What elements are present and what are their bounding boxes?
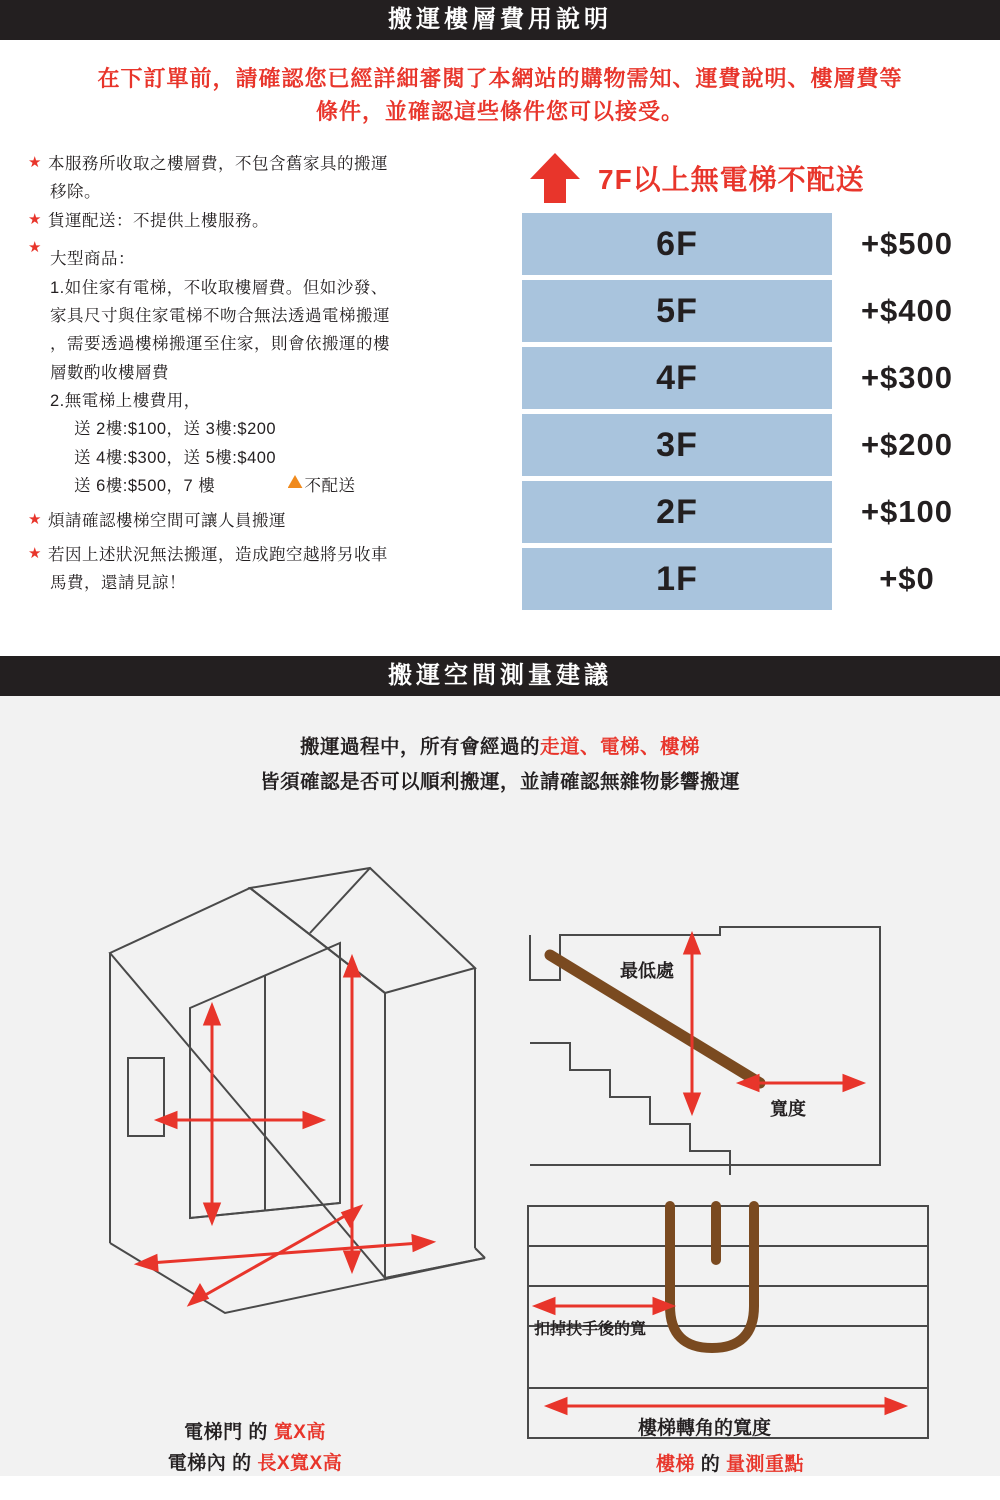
stairs-caption-a: 樓梯 (655, 1454, 695, 1476)
no-delivery-note: 7F以上無電梯不配送 (598, 164, 865, 195)
list-item-label: 1.如住家有電梯，不收取樓層費。但如沙發、 (50, 278, 388, 297)
measurement-subtitle (0, 696, 1000, 800)
table-row (522, 547, 982, 611)
intro-line-2: 條件，並確認這些條件您可以接受。 (315, 99, 684, 124)
list-item-label: 若因上述狀況無法搬運，造成跑空越將另收車 (47, 545, 388, 564)
list-item-label: 送 6樓:$500，7 樓 (74, 477, 216, 496)
table-row (522, 413, 982, 477)
measurement-section (0, 696, 1000, 1476)
list-item-label: ，需要透過樓梯搬運至住家，則會依搬運的樓 (50, 335, 390, 354)
floor-label: 2F (522, 481, 832, 543)
list-item (28, 178, 516, 206)
stairs-caption (520, 1450, 940, 1480)
list-item-label: 本服務所收取之樓層費，不包含舊家具的搬運 (47, 155, 388, 173)
floor-price: +$300 (860, 360, 954, 395)
stairs-lowest-label: 最低處 (620, 961, 674, 982)
list-item-label-tail: 不配送 (304, 477, 356, 496)
elevator-caption-1c: 寬X高 (273, 1422, 326, 1444)
measurement-subtitle-line1-a: 搬運過程中，所有會經過的 (299, 736, 540, 758)
floor-label: 1F (522, 548, 832, 610)
list-item (28, 150, 516, 178)
list-item-label: 送 4樓:$300，送 5樓:$400 (74, 448, 277, 467)
list-item-label: 層數酌收樓層費 (50, 363, 169, 382)
list-item-label: 大型商品： (50, 250, 135, 269)
table-row (522, 279, 982, 343)
list-item (28, 387, 516, 415)
up-arrow-icon (528, 153, 582, 203)
table-row (522, 346, 982, 410)
stairs-width-label: 寬度 (770, 1099, 806, 1120)
elevator-caption-2b: 的 (232, 1452, 252, 1474)
table-row (522, 480, 982, 544)
list-item (28, 444, 516, 472)
star-icon: ★ (28, 544, 42, 562)
stairs-caption-b: 的 (700, 1454, 721, 1476)
list-item (28, 274, 516, 302)
floor-label: 5F (522, 280, 832, 342)
elevator-caption-1a: 電梯門 (184, 1422, 243, 1444)
handrail-width-label: 扣掉扶手後的寬 (534, 1321, 647, 1339)
floor-price: +$100 (860, 494, 954, 529)
list-item (28, 235, 516, 257)
corner-width-label: 樓梯轉角的寬度 (638, 1418, 772, 1440)
page-title-middle: 搬運空間測量建議 (0, 656, 1000, 696)
page-title-top: 搬運樓層費用說明 (0, 0, 1000, 40)
floor-price: +$0 (879, 561, 935, 596)
list-item (28, 330, 516, 358)
list-item-label: 移除。 (50, 183, 101, 202)
list-item-label: 馬費，還請見諒！ (50, 574, 186, 593)
list-item (28, 245, 516, 273)
list-item-label: 送 2樓:$100，送 3樓:$200 (74, 420, 277, 439)
list-item (28, 507, 516, 535)
intro-line-1: 在下訂單前，請確認您已經詳細審閱了本網站的購物需知、運費說明、樓層費等 (97, 66, 903, 91)
list-item (28, 415, 516, 443)
floor-label: 6F (522, 213, 832, 275)
fee-section (0, 136, 1000, 656)
floor-price: +$400 (860, 293, 954, 328)
stairs-corner-diagram (520, 1198, 940, 1458)
list-item (28, 302, 516, 330)
diagram-area (0, 800, 1000, 1476)
measurement-subtitle-line1-b: 走道、電梯、樓梯 (540, 736, 701, 758)
warning-triangle-icon (288, 474, 303, 488)
floor-label: 4F (522, 347, 832, 409)
elevator-diagram (20, 858, 490, 1418)
stairs-caption-c: 量測重點 (726, 1454, 805, 1476)
list-item (28, 541, 516, 569)
elevator-caption (20, 1418, 490, 1479)
star-icon: ★ (28, 210, 42, 228)
floor-price: +$200 (860, 427, 954, 462)
star-icon: ★ (28, 510, 42, 528)
list-item-label: 家具尺寸與住家電梯不吻合無法透過電梯搬運 (50, 306, 390, 325)
table-row (522, 212, 982, 276)
elevator-caption-2c: 長X寬X高 (257, 1452, 343, 1474)
floor-label: 3F (522, 414, 832, 476)
list-item (28, 472, 516, 500)
list-item (28, 359, 516, 387)
floor-price: +$500 (860, 226, 954, 261)
star-icon: ★ (28, 154, 42, 171)
measurement-subtitle-line2: 皆須確認是否可以順利搬運，並請確認無雜物影響搬運 (259, 771, 740, 794)
elevator-caption-2a: 電梯內 (167, 1452, 227, 1474)
stairs-side-diagram (520, 925, 940, 1195)
intro-paragraph (0, 40, 1000, 136)
floor-fee-chart (522, 150, 982, 646)
fee-bullet-list (28, 150, 516, 646)
elevator-caption-1b: 的 (248, 1422, 268, 1444)
list-item-label: 2.無電梯上樓費用， (50, 392, 201, 410)
list-item (28, 207, 516, 235)
list-item-label: 貨運配送：不提供上樓服務。 (47, 211, 269, 230)
list-item-label: 煩請確認樓梯空間可讓人員搬運 (47, 511, 286, 530)
no-delivery-row (522, 150, 982, 206)
star-icon: ★ (28, 239, 42, 257)
list-item (28, 569, 516, 597)
